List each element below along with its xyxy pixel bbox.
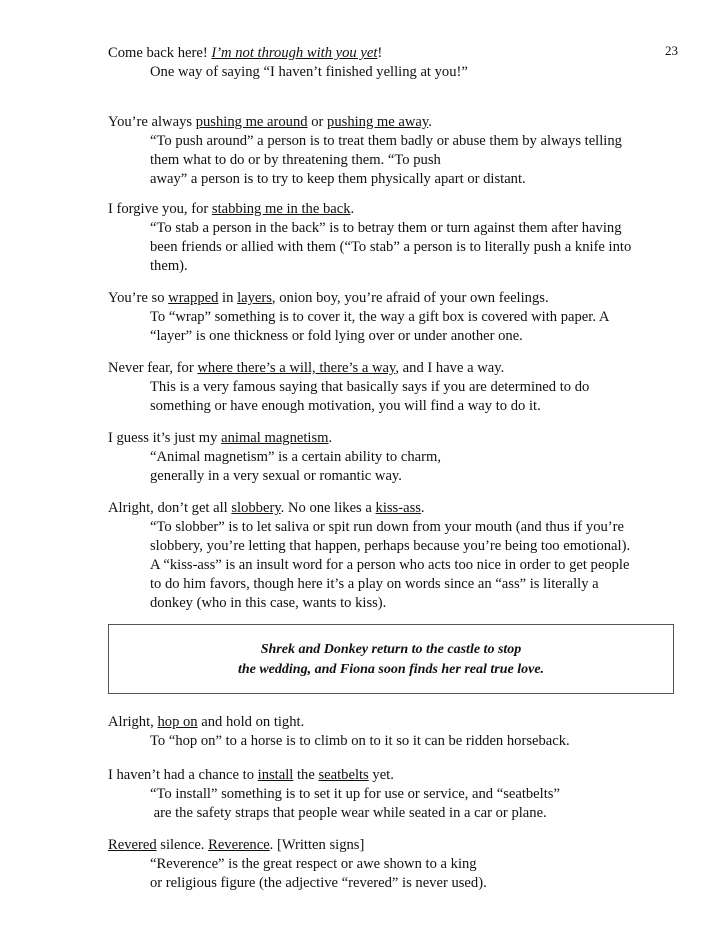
quote-line: [108, 200, 680, 219]
quote-text: I guess it’s just my: [108, 430, 222, 446]
vocab-entry: [108, 113, 680, 189]
underlined-phrase: wrapped: [168, 290, 219, 306]
quote-text: .: [428, 114, 432, 130]
quote-line: [108, 429, 680, 448]
underlined-phrase: layers: [237, 290, 272, 306]
underlined-phrase: where there’s a will, there’s a way: [197, 360, 396, 376]
definition-line: generally in a very sexual or romantic way.: [150, 468, 402, 484]
definition-line: are the safety straps that people wear while seated in a car or plane.: [150, 805, 547, 821]
vocab-entry: [108, 289, 680, 346]
quote-line: [108, 713, 680, 732]
definition-line: “Animal magnetism” is a certain ability to charm,: [150, 449, 441, 465]
quote-text: You’re so: [108, 290, 169, 306]
vocab-entry: [108, 836, 680, 893]
definition-line: away” a person is to try to keep them physically apart or distant.: [150, 171, 526, 187]
underlined-phrase: hop on: [157, 714, 198, 730]
quote-text: I haven’t had a chance to: [108, 767, 258, 783]
underlined-phrase: animal magnetism: [221, 430, 329, 446]
quote-text: silence.: [156, 837, 209, 853]
definition-line: donkey (who in this case, wants to kiss).: [150, 595, 387, 611]
underlined-phrase: Revered: [108, 837, 157, 853]
quote-line: [108, 836, 680, 855]
quote-text: I forgive you, for: [108, 201, 212, 217]
definition-line: To “hop on” to a horse is to climb on to it so it can be ridden horseback.: [150, 733, 570, 749]
vocab-entry: [108, 766, 680, 823]
quote-line: [108, 766, 680, 785]
quote-text: . No one likes a: [280, 500, 376, 516]
quote-line: [108, 499, 680, 518]
definition-line: them what to do or by threatening them. “To push: [150, 152, 441, 168]
quote-text: the: [293, 767, 319, 783]
vocab-entry: [108, 44, 680, 82]
vocab-entry: [108, 713, 680, 751]
vocab-entry: [108, 359, 680, 416]
definition-line: “To push around” a person is to treat them badly or abuse them by always telling: [150, 133, 622, 149]
quote-text: or: [307, 114, 328, 130]
definition-line: To “wrap” something is to cover it, the way a gift box is covered with paper. A: [150, 309, 610, 325]
quote-text: Alright,: [108, 714, 158, 730]
quote-text: yet.: [368, 767, 394, 783]
quote-text: .: [420, 500, 425, 516]
underlined-phrase: stabbing me in the back: [211, 201, 351, 217]
definition-line: This is a very famous saying that basically says if you are determined to do: [150, 379, 590, 395]
definition-line: something or have enough motivation, you will find a way to do it.: [150, 398, 541, 414]
quote-text: Come back here!: [108, 45, 212, 61]
underlined-phrase: install: [257, 767, 294, 783]
scene-summary-box: [108, 624, 674, 694]
definition-line: A “kiss-ass” is an insult word for a person who acts too nice in order to get people: [150, 557, 630, 573]
quote-text: !: [377, 45, 383, 61]
definition-line: “layer” is one thickness or fold lying over or under another one.: [150, 328, 523, 344]
quote-text: and hold on tight.: [197, 714, 305, 730]
underlined-phrase: I’m not through with you yet: [211, 45, 378, 61]
quote-text: in: [218, 290, 238, 306]
definition-line: “To install” something is to set it up for use or service, and “seatbelts”: [150, 786, 560, 802]
quote-text: .: [328, 430, 333, 446]
scene-summary-line: Shrek and Donkey return to the castle to stop: [260, 642, 522, 657]
quote-text: , onion boy, you’re afraid of your own feelings.: [271, 290, 549, 306]
definition-line: to do him favors, though here it’s a play on words since an “ass” is literally a: [150, 576, 599, 592]
underlined-phrase: pushing me away: [327, 114, 429, 130]
underlined-phrase: seatbelts: [318, 767, 369, 783]
page-number: 23: [665, 43, 678, 58]
definition-line: them).: [150, 258, 188, 274]
quote-line: [108, 359, 680, 378]
quote-text: , and I have a way.: [395, 360, 505, 376]
underlined-phrase: Reverence: [208, 837, 270, 853]
quote-text: Never fear, for: [108, 360, 198, 376]
definition-line: “To stab a person in the back” is to betray them or turn against them after having: [150, 220, 622, 236]
underlined-phrase: slobbery: [231, 500, 281, 516]
quote-text: You’re always: [108, 114, 196, 130]
definition-line: One way of saying “I haven’t finished yelling at you!”: [150, 64, 468, 80]
quote-line: [108, 289, 680, 308]
quote-line: [108, 113, 680, 132]
quote-text: . [Written signs]: [269, 837, 365, 853]
definition-line: “Reverence” is the great respect or awe shown to a king: [150, 856, 477, 872]
definition-line: slobbery, you’re letting that happen, perhaps because you’re being too emotional).: [150, 538, 631, 554]
vocab-entry: [108, 499, 680, 613]
quote-text: .: [350, 201, 355, 217]
vocab-entry: [108, 200, 680, 276]
definition-line: “To slobber” is to let saliva or spit run down from your mouth (and thus if you’re: [150, 519, 624, 535]
quote-line: [108, 44, 680, 63]
vocab-entry: [108, 429, 680, 486]
quote-text: Alright, don’t get all: [108, 500, 232, 516]
definition-line: been friends or allied with them (“To stab” a person is to literally push a knife into: [150, 239, 632, 255]
definition-line: or religious figure (the adjective “revered” is never used).: [150, 875, 487, 891]
scene-summary-line: the wedding, and Fiona soon finds her real true love.: [237, 662, 545, 677]
underlined-phrase: pushing me around: [195, 114, 308, 130]
underlined-phrase: kiss-ass: [375, 500, 421, 516]
